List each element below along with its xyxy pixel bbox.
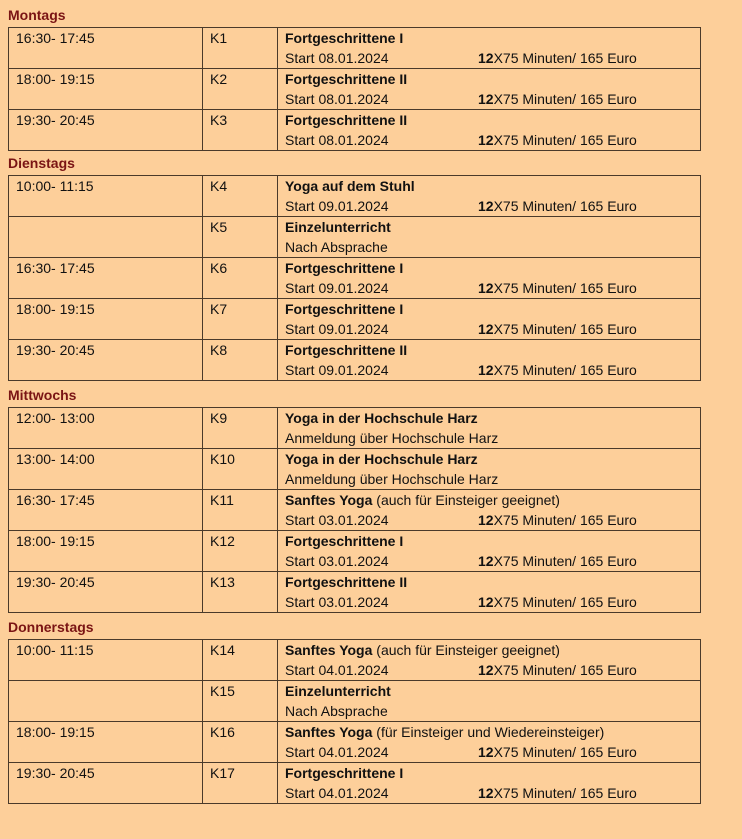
course-code-cell: K15 xyxy=(203,681,278,722)
course-code-cell: K13 xyxy=(203,572,278,613)
course-start: Nach Absprache xyxy=(285,703,388,719)
course-start: Anmeldung über Hochschule Harz xyxy=(285,471,499,487)
course-title-line xyxy=(285,217,700,237)
table-row xyxy=(9,572,701,613)
time-cell: 13:00- 14:00 xyxy=(9,449,203,490)
course-duration xyxy=(478,362,637,378)
course-title: Fortgeschrittene I xyxy=(285,765,404,781)
course-description-cell xyxy=(278,763,701,804)
time-cell: 19:30- 20:45 xyxy=(9,572,203,613)
course-description-cell xyxy=(278,340,701,381)
course-code-cell: K9 xyxy=(203,408,278,449)
course-code-cell: K14 xyxy=(203,640,278,681)
table-row xyxy=(9,217,701,258)
course-detail-line xyxy=(285,319,700,339)
course-title: Sanftes Yoga xyxy=(285,724,373,740)
course-detail-line xyxy=(285,89,700,109)
course-start: Start 09.01.2024 xyxy=(285,198,389,214)
course-duration xyxy=(478,662,637,678)
course-description-cell xyxy=(278,28,701,69)
course-title: Yoga in der Hochschule Harz xyxy=(285,451,478,467)
course-code-cell: K11 xyxy=(203,490,278,531)
duration-price: X75 Minuten/ 165 Euro xyxy=(493,50,637,66)
course-start: Start 03.01.2024 xyxy=(285,553,389,569)
course-title: Einzelunterricht xyxy=(285,219,391,235)
course-title: Fortgeschrittene II xyxy=(285,71,408,87)
course-code-cell: K8 xyxy=(203,340,278,381)
time-cell: 18:00- 19:15 xyxy=(9,722,203,763)
course-title-line xyxy=(285,722,700,742)
table-row xyxy=(9,408,701,449)
course-detail-line xyxy=(285,48,700,68)
time-cell xyxy=(9,217,203,258)
course-start: Start 03.01.2024 xyxy=(285,594,389,610)
course-description-cell xyxy=(278,722,701,763)
course-title-line xyxy=(285,69,700,89)
session-count: 12 xyxy=(478,553,494,569)
course-code-cell: K4 xyxy=(203,176,278,217)
time-cell: 12:00- 13:00 xyxy=(9,408,203,449)
session-count: 12 xyxy=(478,594,494,610)
course-note: (auch für Einsteiger geeignet) xyxy=(372,642,560,658)
time-cell: 18:00- 19:15 xyxy=(9,299,203,340)
course-detail-line xyxy=(285,428,700,448)
course-title-line xyxy=(285,449,700,469)
day-title-montags: Montags xyxy=(8,7,66,23)
duration-price: X75 Minuten/ 165 Euro xyxy=(493,362,637,378)
course-title: Sanftes Yoga xyxy=(285,642,373,658)
session-count: 12 xyxy=(478,280,494,296)
course-note: (auch für Einsteiger geeignet) xyxy=(372,492,560,508)
course-detail-line xyxy=(285,237,700,257)
day-title-donnerstags: Donnerstags xyxy=(8,619,94,635)
course-start: Start 04.01.2024 xyxy=(285,785,389,801)
course-title: Yoga auf dem Stuhl xyxy=(285,178,415,194)
course-title-line xyxy=(285,531,700,551)
table-row xyxy=(9,531,701,572)
course-description-cell xyxy=(278,110,701,151)
duration-price: X75 Minuten/ 165 Euro xyxy=(493,785,637,801)
course-code-cell: K7 xyxy=(203,299,278,340)
schedule-table-donnerstags xyxy=(8,639,701,804)
duration-price: X75 Minuten/ 165 Euro xyxy=(493,280,637,296)
course-duration xyxy=(478,280,637,296)
course-duration xyxy=(478,91,637,107)
course-description-cell xyxy=(278,572,701,613)
table-row xyxy=(9,258,701,299)
table-row xyxy=(9,490,701,531)
session-count: 12 xyxy=(478,132,494,148)
duration-price: X75 Minuten/ 165 Euro xyxy=(493,553,637,569)
session-count: 12 xyxy=(478,362,494,378)
course-duration xyxy=(478,321,637,337)
time-cell: 10:00- 11:15 xyxy=(9,640,203,681)
time-cell: 16:30- 17:45 xyxy=(9,258,203,299)
course-title-line xyxy=(285,28,700,48)
duration-price: X75 Minuten/ 165 Euro xyxy=(493,662,637,678)
table-row xyxy=(9,299,701,340)
schedule-table-dienstags xyxy=(8,175,701,381)
course-code-cell: K10 xyxy=(203,449,278,490)
course-description-cell xyxy=(278,681,701,722)
course-detail-line xyxy=(285,510,700,530)
course-duration xyxy=(478,198,637,214)
course-duration xyxy=(478,512,637,528)
session-count: 12 xyxy=(478,198,494,214)
course-note: (für Einsteiger und Wiedereinsteiger) xyxy=(372,724,605,740)
session-count: 12 xyxy=(478,744,494,760)
course-code-cell: K16 xyxy=(203,722,278,763)
course-detail-line xyxy=(285,783,700,803)
course-code-cell: K3 xyxy=(203,110,278,151)
course-code-cell: K17 xyxy=(203,763,278,804)
course-title: Fortgeschrittene I xyxy=(285,533,404,549)
session-count: 12 xyxy=(478,785,494,801)
day-title-mittwochs: Mittwochs xyxy=(8,387,77,403)
course-description-cell xyxy=(278,408,701,449)
course-code-cell: K1 xyxy=(203,28,278,69)
course-detail-line xyxy=(285,469,700,489)
course-title-line xyxy=(285,490,700,510)
table-row xyxy=(9,28,701,69)
course-start: Start 08.01.2024 xyxy=(285,50,389,66)
session-count: 12 xyxy=(478,91,494,107)
course-description-cell xyxy=(278,258,701,299)
schedule-table-montags xyxy=(8,27,701,151)
course-start: Start 08.01.2024 xyxy=(285,91,389,107)
course-title-line xyxy=(285,763,700,783)
course-detail-line xyxy=(285,551,700,571)
duration-price: X75 Minuten/ 165 Euro xyxy=(493,512,637,528)
course-description-cell xyxy=(278,640,701,681)
session-count: 12 xyxy=(478,321,494,337)
course-detail-line xyxy=(285,196,700,216)
course-title: Fortgeschrittene I xyxy=(285,30,404,46)
course-title-line xyxy=(285,299,700,319)
course-duration xyxy=(478,132,637,148)
table-row xyxy=(9,69,701,110)
session-count: 12 xyxy=(478,50,494,66)
duration-price: X75 Minuten/ 165 Euro xyxy=(493,321,637,337)
course-start: Start 04.01.2024 xyxy=(285,744,389,760)
course-code-cell: K2 xyxy=(203,69,278,110)
course-code-cell: K12 xyxy=(203,531,278,572)
course-description-cell xyxy=(278,299,701,340)
course-start: Start 03.01.2024 xyxy=(285,512,389,528)
course-description-cell xyxy=(278,176,701,217)
course-duration xyxy=(478,744,637,760)
day-title-dienstags: Dienstags xyxy=(8,155,75,171)
schedule-table-mittwochs xyxy=(8,407,701,613)
course-title: Yoga in der Hochschule Harz xyxy=(285,410,478,426)
course-detail-line xyxy=(285,130,700,150)
table-row xyxy=(9,681,701,722)
session-count: 12 xyxy=(478,512,494,528)
course-start: Start 09.01.2024 xyxy=(285,362,389,378)
course-detail-line xyxy=(285,592,700,612)
table-row xyxy=(9,763,701,804)
course-title-line xyxy=(285,340,700,360)
duration-price: X75 Minuten/ 165 Euro xyxy=(493,744,637,760)
time-cell xyxy=(9,681,203,722)
course-title: Fortgeschrittene I xyxy=(285,301,404,317)
time-cell: 19:30- 20:45 xyxy=(9,340,203,381)
time-cell: 16:30- 17:45 xyxy=(9,28,203,69)
course-detail-line xyxy=(285,278,700,298)
time-cell: 19:30- 20:45 xyxy=(9,763,203,804)
course-title: Fortgeschrittene II xyxy=(285,574,408,590)
course-title-line xyxy=(285,258,700,278)
course-start: Start 09.01.2024 xyxy=(285,280,389,296)
course-description-cell xyxy=(278,531,701,572)
course-title: Einzelunterricht xyxy=(285,683,391,699)
course-title-line xyxy=(285,110,700,130)
course-title-line xyxy=(285,176,700,196)
course-detail-line xyxy=(285,701,700,721)
course-title: Fortgeschrittene II xyxy=(285,112,408,128)
course-description-cell xyxy=(278,217,701,258)
time-cell: 16:30- 17:45 xyxy=(9,490,203,531)
course-title: Fortgeschrittene I xyxy=(285,260,404,276)
course-description-cell xyxy=(278,69,701,110)
time-cell: 18:00- 19:15 xyxy=(9,531,203,572)
table-row xyxy=(9,340,701,381)
course-description-cell xyxy=(278,490,701,531)
duration-price: X75 Minuten/ 165 Euro xyxy=(493,91,637,107)
course-code-cell: K6 xyxy=(203,258,278,299)
table-row xyxy=(9,722,701,763)
time-cell: 19:30- 20:45 xyxy=(9,110,203,151)
course-start: Anmeldung über Hochschule Harz xyxy=(285,430,499,446)
course-start: Start 08.01.2024 xyxy=(285,132,389,148)
course-start: Start 09.01.2024 xyxy=(285,321,389,337)
duration-price: X75 Minuten/ 165 Euro xyxy=(493,132,637,148)
table-row xyxy=(9,640,701,681)
course-detail-line xyxy=(285,660,700,680)
course-start: Start 04.01.2024 xyxy=(285,662,389,678)
course-description-cell xyxy=(278,449,701,490)
table-row xyxy=(9,110,701,151)
course-detail-line xyxy=(285,360,700,380)
course-duration xyxy=(478,594,637,610)
course-title: Fortgeschrittene II xyxy=(285,342,408,358)
course-start: Nach Absprache xyxy=(285,239,388,255)
session-count: 12 xyxy=(478,662,494,678)
course-title: Sanftes Yoga xyxy=(285,492,373,508)
duration-price: X75 Minuten/ 165 Euro xyxy=(493,594,637,610)
table-row xyxy=(9,176,701,217)
course-code-cell: K5 xyxy=(203,217,278,258)
course-detail-line xyxy=(285,742,700,762)
course-title-line xyxy=(285,640,700,660)
duration-price: X75 Minuten/ 165 Euro xyxy=(493,198,637,214)
course-title-line xyxy=(285,681,700,701)
course-duration xyxy=(478,553,637,569)
course-duration xyxy=(478,50,637,66)
time-cell: 10:00- 11:15 xyxy=(9,176,203,217)
time-cell: 18:00- 19:15 xyxy=(9,69,203,110)
course-duration xyxy=(478,785,637,801)
table-row xyxy=(9,449,701,490)
course-title-line xyxy=(285,408,700,428)
course-title-line xyxy=(285,572,700,592)
